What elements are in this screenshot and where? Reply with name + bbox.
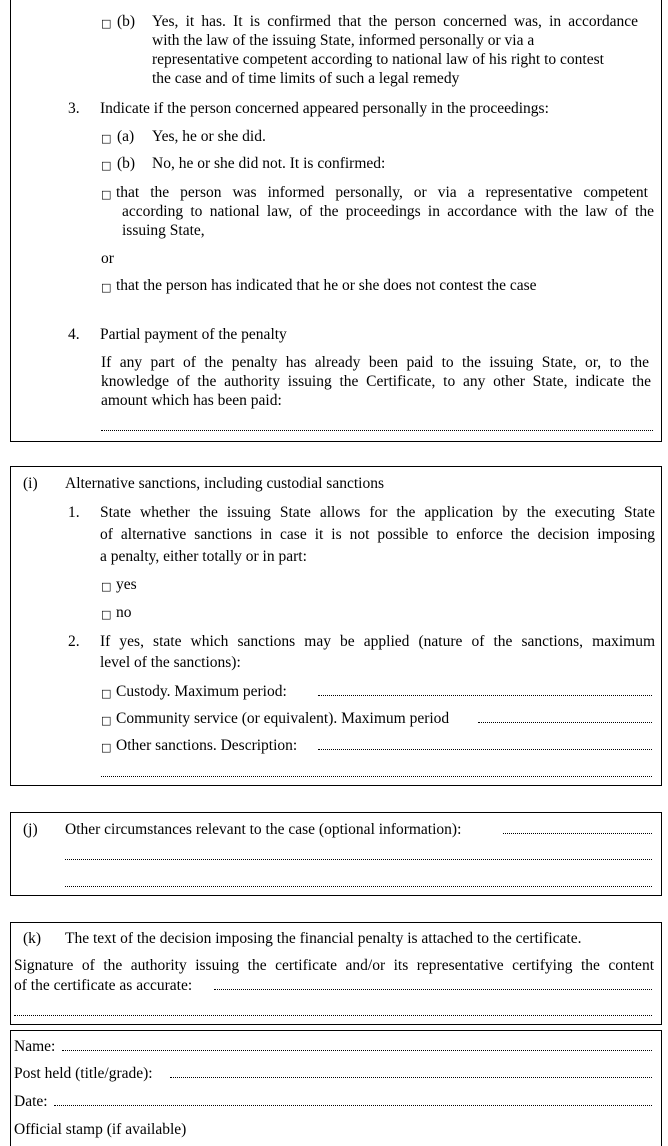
signature-line-2: of the certificate as accurate: bbox=[14, 977, 193, 994]
other-sanctions-label: Other sanctions. Description: bbox=[116, 737, 298, 754]
option-3a-label: (a) bbox=[117, 128, 135, 145]
name-label: Name: bbox=[14, 1038, 56, 1055]
checkbox-confirm-2[interactable]: □ bbox=[101, 281, 112, 294]
checkbox-2b[interactable]: □ bbox=[101, 17, 112, 30]
option-3a-text: Yes, he or she did. bbox=[152, 128, 266, 145]
confirm-1-line-2: according to national law, of the proceedings in accordance with the law of the bbox=[122, 203, 654, 220]
item-i1-number: 1. bbox=[68, 504, 80, 521]
checkbox-custody[interactable]: □ bbox=[101, 687, 112, 700]
option-2b-line-1: Yes, it has. It is confirmed that the person concerned was, in accordance bbox=[152, 13, 638, 30]
item-4-line-3: amount which has been paid: bbox=[101, 392, 282, 409]
signature-field-2[interactable] bbox=[14, 1015, 652, 1016]
post-held-label: Post held (title/grade): bbox=[14, 1065, 153, 1082]
other-circumstances-field-3[interactable] bbox=[65, 886, 652, 887]
item-4-line-2: knowledge of the authority issuing the Certificate, to any other State, indicate the bbox=[101, 373, 651, 390]
signature-field-1[interactable] bbox=[214, 989, 652, 990]
section-k-title: The text of the decision imposing the financial penalty is attached to the certificate. bbox=[65, 930, 582, 947]
other-description-field[interactable] bbox=[318, 749, 652, 750]
item-i1-line-3: a penalty, either totally or in part: bbox=[100, 548, 307, 565]
name-field[interactable] bbox=[62, 1050, 652, 1051]
section-j-letter: (j) bbox=[23, 821, 38, 838]
custody-period-field[interactable] bbox=[318, 695, 652, 696]
confirm-2-text: that the person has indicated that he or she does not contest the case bbox=[116, 277, 537, 294]
option-2b-line-4: the case and of time limits of such a legal remedy bbox=[152, 70, 460, 87]
item-i2-number: 2. bbox=[68, 633, 80, 650]
signature-line-1: Signature of the authority issuing the certificate and/or its representative certifying the content bbox=[14, 957, 654, 974]
option-2b-line-3: representative competent according to national law of his right to contest bbox=[152, 51, 604, 68]
section-i-title: Alternative sanctions, including custodial sanctions bbox=[65, 475, 384, 492]
option-3b-label: (b) bbox=[117, 155, 136, 172]
official-stamp-label: Official stamp (if available) bbox=[14, 1121, 187, 1138]
confirm-1-line-3: issuing State, bbox=[122, 222, 205, 239]
checkbox-3a[interactable]: □ bbox=[101, 132, 112, 145]
section-k-letter: (k) bbox=[23, 930, 42, 947]
item-4-number: 4. bbox=[68, 326, 80, 343]
checkbox-3b[interactable]: □ bbox=[101, 159, 112, 172]
item-3-number: 3. bbox=[68, 100, 80, 117]
item-i2-line-1: If yes, state which sanctions may be applied (nature of the sanctions, maximum bbox=[100, 633, 655, 650]
item-i2-line-2: level of the sanctions): bbox=[100, 654, 241, 671]
date-label: Date: bbox=[14, 1093, 48, 1110]
community-period-field[interactable] bbox=[478, 722, 652, 723]
item-3-text: Indicate if the person concerned appeared personally in the proceedings: bbox=[100, 100, 549, 117]
item-4-title: Partial payment of the penalty bbox=[100, 326, 287, 343]
other-circumstances-field-1[interactable] bbox=[503, 833, 652, 834]
custody-label: Custody. Maximum period: bbox=[116, 683, 287, 700]
item-i1-line-1: State whether the issuing State allows for the application by the executing State bbox=[100, 504, 655, 521]
amount-paid-field[interactable] bbox=[101, 430, 653, 431]
checkbox-yes[interactable]: □ bbox=[101, 580, 112, 593]
item-i1-line-2: of alternative sanctions in case it is not possible to enforce the decision imposing bbox=[100, 526, 655, 543]
option-3b-text: No, he or she did not. It is confirmed: bbox=[152, 155, 386, 172]
section-j-title: Other circumstances relevant to the case (optional information): bbox=[65, 821, 462, 838]
option-no-text: no bbox=[116, 604, 132, 621]
post-held-field[interactable] bbox=[170, 1077, 652, 1078]
checkbox-confirm-1[interactable]: □ bbox=[101, 188, 112, 201]
option-2b-label: (b) bbox=[117, 13, 136, 30]
option-yes-text: yes bbox=[116, 576, 137, 593]
option-2b-line-2: with the law of the issuing State, informed personally or via a bbox=[152, 32, 535, 49]
other-circumstances-field-2[interactable] bbox=[65, 859, 652, 860]
checkbox-community[interactable]: □ bbox=[101, 714, 112, 727]
other-description-field-2[interactable] bbox=[101, 776, 652, 777]
checkbox-other[interactable]: □ bbox=[101, 741, 112, 754]
checkbox-no[interactable]: □ bbox=[101, 608, 112, 621]
item-4-line-1: If any part of the penalty has already been paid to the issuing State, or, to the bbox=[101, 354, 649, 371]
community-label: Community service (or equivalent). Maximum period bbox=[116, 710, 450, 727]
confirm-1-line-1: that the person was informed personally, or via a representative competent bbox=[116, 184, 648, 201]
or-text: or bbox=[101, 250, 114, 267]
section-i-letter: (i) bbox=[23, 475, 38, 492]
date-field[interactable] bbox=[54, 1105, 652, 1106]
